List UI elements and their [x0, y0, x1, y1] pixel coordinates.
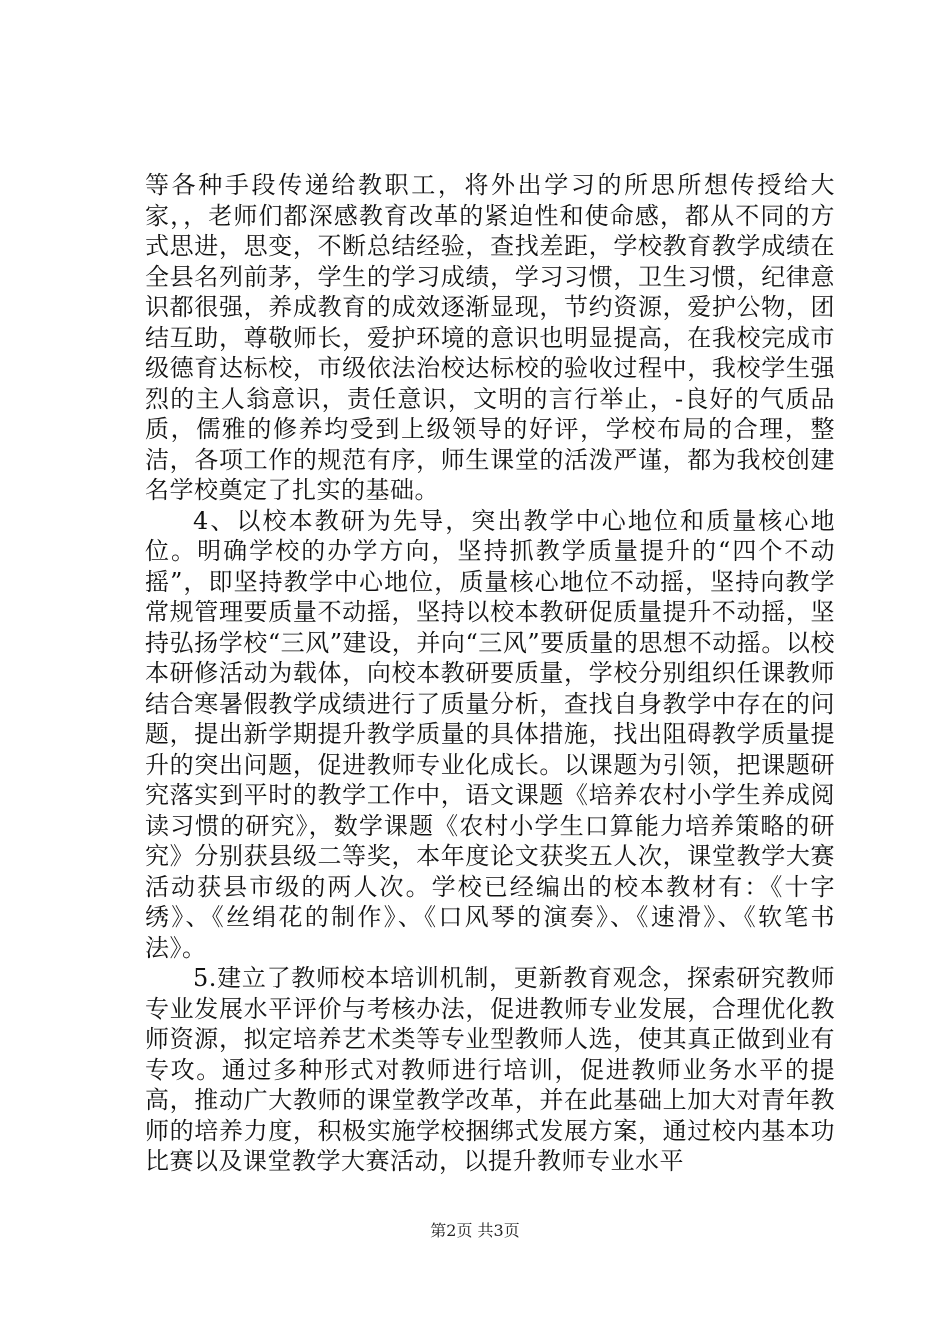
paragraph-item-4: 4、以校本教研为先导，突出教学中心地位和质量核心地位。明确学校的办学方向，坚持抓教学质量提升的“四个不动摇”，即坚持教学中心地位，质量核心地位不动摇，坚持向教学常规管理要质量不动摇，坚持以校本教研促质量提升不动摇，坚持弘扬学校“三风”建设，并向“三风”要质量的思想不动摇。以校本研修活动为载体，向校本教研要质量，学校分别组织任课教师结合寒暑假教学成绩进行了质量分析，查找自身教学中存在的问题，提出新学期提升教学质量的具体措施，找出阻碍教学质量提升的突出问题，促进教师专业化成长。以课题为引领，把课题研究落实到平时的教学工作中，语文课题《培养农村小学生养成阅读习惯的研究》，数学课题《农村小学生口算能力培养策略的研究》分别获县级二等奖，本年度论文获奖五人次，课堂教学大赛活动获县市级的两人次。学校已经编出的校本教材有：《十字绣》、《丝绢花的制作》、《口风琴的演奏》、《速滑》、《软笔书法》。 — [145, 506, 835, 962]
document-body — [145, 170, 835, 1177]
paragraph-item-5: 5.建立了教师校本培训机制，更新教育观念，探索研究教师专业发展水平评价与考核办法，促进教师专业发展，合理优化教师资源，拟定培养艺术类等专业型教师人选，使其真正做到业有专攻。通过多种形式对教师进行培训，促进教师业务水平的提高，推动广大教师的课堂教学改革，并在此基础上加大对青年教师的培养力度，积极实施学校捆绑式发展方案，通过校内基本功比赛以及课堂教学大赛活动，以提升教师专业水平 — [145, 964, 835, 1175]
page-number-footer: 第2页 共3页 — [430, 1221, 520, 1240]
paragraph-continuation: 等各种手段传递给教职工，将外出学习的所思所想传授给大家，，老师们都深感教育改革的紧迫性和使命感，都从不同的方式思进，思变，不断总结经验，查找差距，学校教育教学成绩在全县名列前茅，学生的学习成绩，学习习惯，卫生习惯，纪律意识都很强，养成教育的成效逐渐显现，节约资源，爱护公物，团结互助，尊敬师长，爱护环境的意识也明显提高，在我校完成市级德育达标校，市级依法治校达标校的验收过程中，我校学生强烈的主人翁意识，责任意识，文明的言行举止，-良好的气质品质，儒雅的修养均受到上级领导的好评，学校布局的合理，整洁，各项工作的规范有序，师生课堂的活泼严谨，都为我校创建名学校奠定了扎实的基础。 — [145, 171, 835, 504]
